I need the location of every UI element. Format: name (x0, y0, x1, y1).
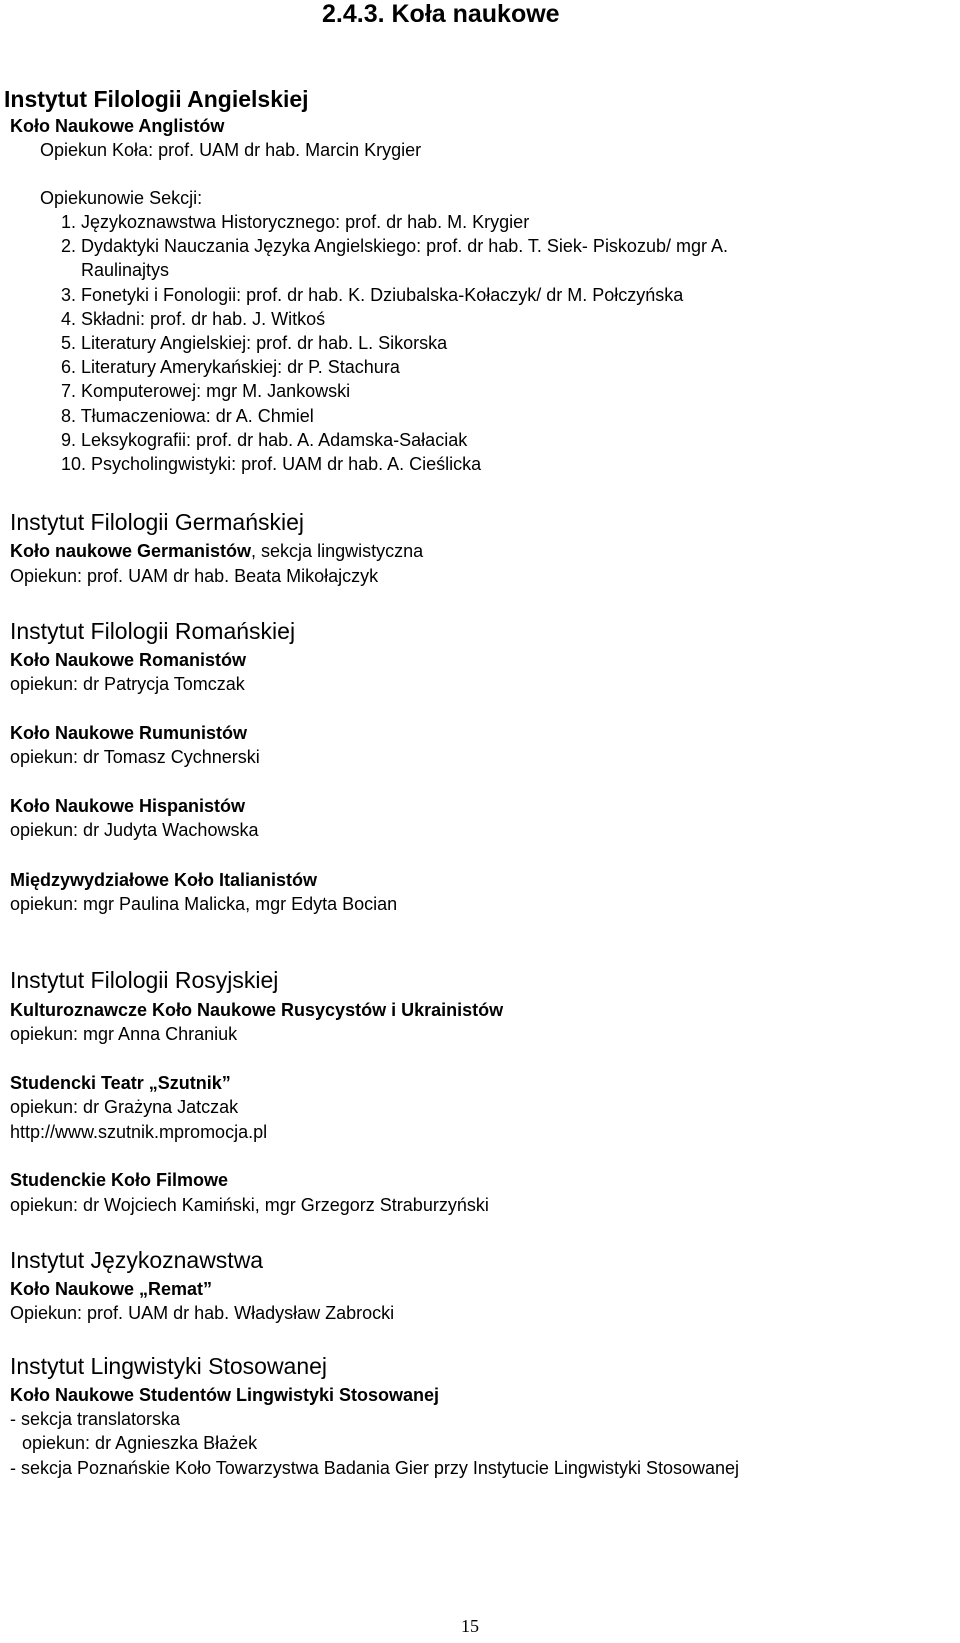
section-item-continuation: Raulinajtys (81, 260, 170, 280)
institute-heading-germanska: Instytut Filologii Germańskiej (10, 509, 304, 535)
club-name-germanistow (10, 541, 423, 562)
section-item: 2. Dydaktyki Nauczania Języka Angielskiego: prof. dr hab. T. Siek- Piskozub/ mgr A. (61, 236, 728, 256)
section-supervisor: opiekun: dr Agnieszka Błażek (22, 1433, 258, 1453)
club-supervisor: opiekun: mgr Anna Chraniuk (10, 1024, 238, 1044)
club-supervisor: opiekun: dr Judyta Wachowska (10, 820, 259, 840)
club-name: Koło Naukowe Romanistów (10, 650, 247, 670)
club-name: Koło Naukowe „Remat” (10, 1279, 213, 1299)
club-name: Studencki Teatr „Szutnik” (10, 1073, 231, 1093)
institute-heading-rosyjska: Instytut Filologii Rosyjskiej (10, 967, 279, 993)
club-supervisor: opiekun: dr Wojciech Kamiński, mgr Grzegorz Straburzyński (10, 1195, 489, 1215)
section-name: - sekcja Poznańskie Koło Towarzystwa Badania Gier przy Instytucie Lingwistyki Stosowanej (10, 1458, 739, 1478)
section-item: 6. Literatury Amerykańskiej: dr P. Stachura (61, 357, 400, 377)
section-item: 4. Składni: prof. dr hab. J. Witkoś (61, 309, 326, 329)
club-name-anglistow: Koło Naukowe Anglistów (10, 116, 225, 136)
club-name: Koło Naukowe Hispanistów (10, 796, 246, 816)
club-website-link[interactable]: http://www.szutnik.mpromocja.pl (10, 1122, 268, 1142)
sections-label: Opiekunowie Sekcji: (40, 188, 203, 208)
club-name: Koło Naukowe Rumunistów (10, 723, 248, 743)
club-supervisor: opiekun: dr Grażyna Jatczak (10, 1097, 239, 1117)
institute-heading-angielska: Instytut Filologii Angielskiej (4, 86, 309, 112)
club-supervisor: Opiekun: prof. UAM dr hab. Beata Mikołajczyk (10, 566, 379, 586)
section-item: 5. Literatury Angielskiej: prof. dr hab. L. Sikorska (61, 333, 448, 353)
section-item: 7. Komputerowej: mgr M. Jankowski (61, 381, 351, 401)
club-name-suffix: , sekcja lingwistyczna (251, 541, 424, 561)
club-name-bold: Koło naukowe Germanistów (10, 541, 252, 561)
section-name: - sekcja translatorska (10, 1409, 181, 1429)
club-supervisor: opiekun: dr Tomasz Cychnerski (10, 747, 260, 767)
club-supervisor: opiekun: dr Patrycja Tomczak (10, 674, 245, 694)
section-item: 10. Psycholingwistyki: prof. UAM dr hab. A. Cieślicka (61, 454, 482, 474)
club-name: Kulturoznawcze Koło Naukowe Rusycystów i Ukrainistów (10, 1000, 504, 1020)
institute-heading-jezykoznawstwa: Instytut Językoznawstwa (10, 1247, 264, 1273)
club-supervisor: opiekun: mgr Paulina Malicka, mgr Edyta Bocian (10, 894, 398, 914)
section-item: 9. Leksykografii: prof. dr hab. A. Adamska-Sałaciak (61, 430, 468, 450)
club-supervisor: Opiekun: prof. UAM dr hab. Władysław Zabrocki (10, 1303, 395, 1323)
institute-heading-romanska: Instytut Filologii Romańskiej (10, 618, 296, 644)
institute-heading-lingwistyki: Instytut Lingwistyki Stosowanej (10, 1353, 328, 1379)
club-supervisor: Opiekun Koła: prof. UAM dr hab. Marcin Krygier (40, 140, 422, 160)
club-name: Studenckie Koło Filmowe (10, 1170, 229, 1190)
page-title: 2.4.3. Koła naukowe (322, 0, 560, 28)
club-name: Koło Naukowe Studentów Lingwistyki Stosowanej (10, 1385, 440, 1405)
section-item: 1. Językoznawstwa Historycznego: prof. dr hab. M. Krygier (61, 212, 530, 232)
section-item: 3. Fonetyki i Fonologii: prof. dr hab. K. Dziubalska-Kołaczyk/ dr M. Połczyńska (61, 285, 684, 305)
section-item: 8. Tłumaczeniowa: dr A. Chmiel (61, 406, 314, 426)
club-name: Międzywydziałowe Koło Italianistów (10, 870, 318, 890)
page-number: 15 (461, 1616, 479, 1636)
